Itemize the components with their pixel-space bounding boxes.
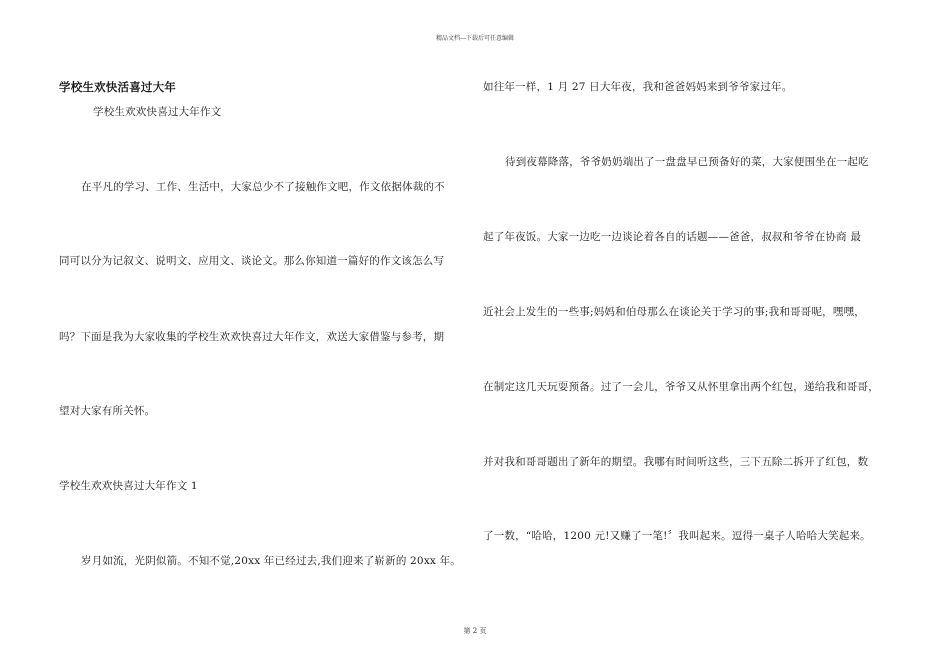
paragraph-line: 并对我和哥哥题出了新年的期望。我哪有时间听这些，三下五除二拆开了红包，数 [483, 456, 869, 468]
paragraph-line: 起了年夜饭。大家一边吃一边谈论着各自的话题——爸爸，叔叔和爷爷在协商 最 [483, 231, 862, 243]
paragraph-line: 望对大家有所关怀。 [59, 405, 156, 417]
page-header: 精品文档---下载后可任意编辑 [435, 35, 515, 42]
section-heading: 学校生欢欢快喜过大年作文 1 [59, 480, 198, 492]
paragraph-line: 了一数，“哈哈，1200 元!又赚了一笔!〞我叫起来。逗得一桌子人哈哈大笑起来。 [483, 530, 871, 542]
paragraph-line: 如往年一样，1 月 27 日大年夜，我和爸爸妈妈来到爷爷家过年。 [483, 81, 793, 93]
document-title: 学校生欢快活喜过大年 [59, 80, 176, 94]
paragraph-line: 在制定这几天玩耍预备。过了一会儿，爷爷又从怀里拿出两个红包，递给我和哥哥， [483, 381, 879, 393]
paragraph-line: 岁月如流，光阴似箭。不知不觉,20xx 年已经过去,我们迎来了崭新的 20xx 年。 [81, 555, 461, 567]
paragraph-line: 待到夜幕降落，爷爷奶奶端出了一盘盘早已预备好的菜，大家便围坐在一起吃 [505, 156, 869, 168]
paragraph-line: 在平凡的学习、工作、生活中，大家总少不了接触作文吧，作文依据体裁的不 [81, 181, 445, 193]
page-number: 第 2 页 [463, 627, 487, 635]
paragraph-line: 同可以分为记叙文、说明文、应用文、谈论文。那么你知道一篇好的作文该怎么写 [59, 255, 445, 267]
paragraph-line: 近社会上发生的一些事;妈妈和伯母那么在谈论关于学习的事;我和哥哥呢，嘿嘿， [483, 306, 865, 318]
paragraph-line: 吗？下面是我为大家收集的学校生欢欢快喜过大年作文，欢送大家借鉴与参考，期 [59, 331, 445, 343]
document-subtitle: 学校生欢欢快喜过大年作文 [93, 106, 222, 118]
